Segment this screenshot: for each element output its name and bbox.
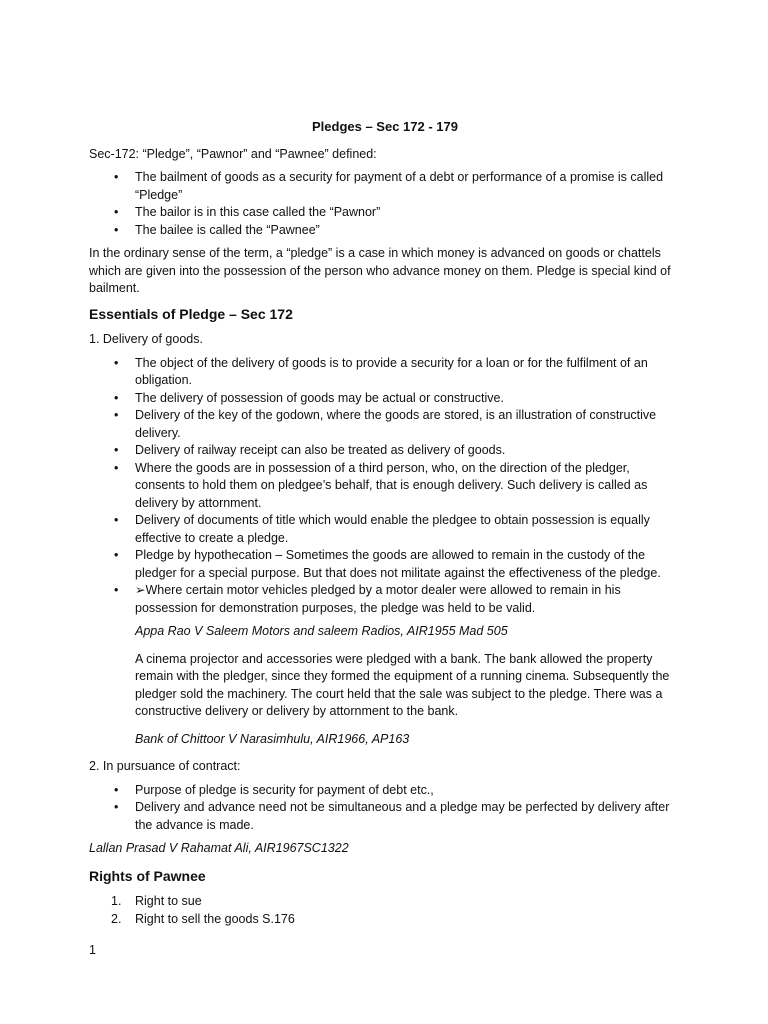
list-item: • Where the goods are in possession of a third person, who, on the direction of the pledger, consents to hold them on pledgee’s behalf, that is enough delivery. Such delivery is called as delivery by attornment. xyxy=(89,460,681,513)
list-item: • Pledge by hypothecation – Sometimes the goods are allowed to remain in the custody of the pledger for a special purpose. But that does not militate against the effectiveness of the pledge. xyxy=(89,547,681,582)
case-citation-2: Bank of Chittoor V Narasimhulu, AIR1966, AP163 xyxy=(135,731,410,746)
list-item: • The bailee is called the “Pawnee” xyxy=(89,222,681,240)
sec172-heading: Sec-172: “Pledge”, “Pawnor” and “Pawnee” defined: xyxy=(89,146,377,161)
sec172-paragraph: In the ordinary sense of the term, a “pledge” is a case in which money is advanced on goods or chattels which are given into the possession of the person who advance money on them. Pledge is special kind of bailment. xyxy=(89,246,671,295)
list-text: Right to sell the goods S.176 xyxy=(135,911,295,926)
essentials-heading: Essentials of Pledge – Sec 172 xyxy=(89,305,293,322)
list-item: • Delivery and advance need not be simultaneous and a pledge may be perfected by delivery after the advance is made. xyxy=(89,799,681,834)
rights-list xyxy=(89,893,681,928)
essentials-item2-label: 2. In pursuance of contract: xyxy=(89,759,241,773)
list-item: • The bailor is in this case called the “Pawnor” xyxy=(89,204,681,222)
list-item: • The delivery of possession of goods may be actual or constructive. xyxy=(89,390,681,408)
list-item: • ➢Where certain motor vehicles pledged by a motor dealer were allowed to remain in his possession for demonstration purposes, the pledge was held to be valid. xyxy=(89,582,681,617)
essentials-item1-label: 1. Delivery of goods. xyxy=(89,332,203,346)
list-item: • Purpose of pledge is security for payment of debt etc., xyxy=(89,782,681,800)
delivery-bullet-list xyxy=(89,355,681,618)
list-number: 1. xyxy=(111,894,122,908)
contract-bullet-list xyxy=(89,782,681,835)
list-item: • The object of the delivery of goods is to provide a security for a loan or for the fulfilment of an obligation. xyxy=(89,355,681,390)
sec172-bullet-list xyxy=(89,169,681,239)
list-item: • Delivery of the key of the godown, where the goods are stored, is an illustration of constructive delivery. xyxy=(89,407,681,442)
case-citation-1: Appa Rao V Saleem Motors and saleem Radios, AIR1955 Mad 505 xyxy=(135,624,508,638)
case-citation-3: Lallan Prasad V Rahamat Ali, AIR1967SC1322 xyxy=(89,841,349,855)
list-number: 2. xyxy=(111,911,122,926)
list-text: Right to sue xyxy=(135,894,202,908)
page-title: Pledges – Sec 172 - 179 xyxy=(312,119,458,134)
list-item xyxy=(89,893,681,911)
list-item: • The bailment of goods as a security for payment of a debt or performance of a promise is called “Pledge” xyxy=(89,169,681,204)
rights-heading: Rights of Pawnee xyxy=(89,867,206,884)
list-item: • Delivery of documents of title which would enable the pledgee to obtain possession is equally effective to create a pledge. xyxy=(89,512,681,547)
page-number: 1 xyxy=(89,943,96,957)
list-item xyxy=(89,911,681,929)
case-paragraph: A cinema projector and accessories were pledged with a bank. The bank allowed the property remain with the pledger, since they formed the equipment of a running cinema. Subsequently the pledger sold the machinery. The court held that the sale was subject to the pledge. There was a constructive delivery or delivery by attornment to the bank. xyxy=(135,651,670,718)
document-body xyxy=(89,118,681,928)
list-item: • Delivery of railway receipt can also be treated as delivery of goods. xyxy=(89,442,681,460)
